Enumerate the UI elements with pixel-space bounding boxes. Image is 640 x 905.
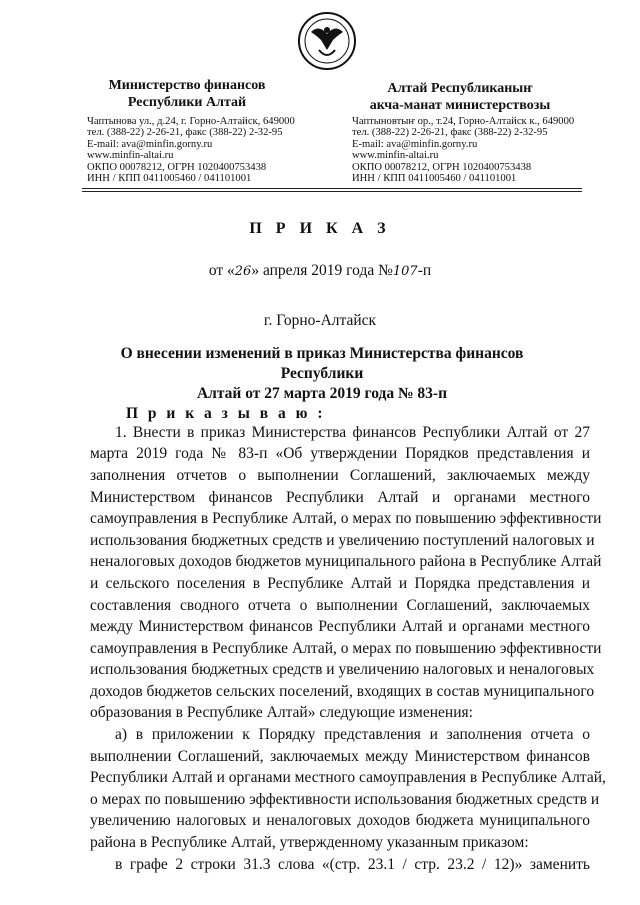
detail-line: ОКПО 00078212, ОГРН 1020400753438 xyxy=(87,161,267,173)
ministry-name-ru xyxy=(72,77,302,111)
body-line: заполнения отчетов о выполнении Соглашений, заключаемых между xyxy=(90,467,590,484)
body-line: Министерством финансов Республики Алтай и органами местного xyxy=(90,489,590,506)
document-title: П Р И К А З xyxy=(249,220,391,237)
body-line: выполнении Соглашений, заключаемых между Министерством финансов xyxy=(90,748,590,765)
body-line: о мерах по повышению эффективности использования бюджетных средств и xyxy=(90,791,600,808)
body-line: 1. Внести в приказ Министерства финансов Республики Алтай от 27 xyxy=(115,424,590,441)
header-divider xyxy=(82,188,582,189)
body-line: Республики Алтай и органами местного самоуправления в Республике Алтай, xyxy=(90,769,606,786)
ministry-name-line: акча-манат министерствозы xyxy=(369,98,551,113)
detail-line: E-mail: ava@minfin.gorny.ru xyxy=(87,138,213,150)
subject-line: Алтай от 27 марта 2019 года № 83-п xyxy=(196,385,448,402)
ministry-details-alt xyxy=(352,116,574,184)
detail-line: Чаптынова ул., д.24, г. Горно-Алтайск, 649000 xyxy=(87,116,295,127)
subject-line: О внесении изменений в приказ Министерства финансов Республики xyxy=(120,345,524,382)
body-line: образования в Республике Алтай» следующие изменения: xyxy=(90,704,473,721)
coat-of-arms-emblem xyxy=(297,10,357,72)
header-divider xyxy=(82,191,582,192)
detail-line: ИНН / КПП 0411005460 / 041101001 xyxy=(87,173,252,185)
date-prefix: от « xyxy=(208,262,235,279)
body-line: а) в приложении к Порядку представления и заполнения отчета о xyxy=(115,726,590,743)
body-line: района в Республике Алтай, утвержденному указанным приказом: xyxy=(90,834,529,851)
ministry-name-line: Алтай Республиканыҥ xyxy=(387,81,533,96)
document-city: г. Горно-Алтайск xyxy=(263,312,377,329)
date-middle: » апреля 2019 года № xyxy=(251,262,393,279)
body-line: в графе 2 строки 31.3 слова «(стр. 23.1 / стр. 23.2 / 12)» заменить xyxy=(115,856,590,873)
detail-line: ИНН / КПП 0411005460 / 041101001 xyxy=(352,173,517,185)
body-line: использования бюджетных средств и увеличению поступлений налоговых и xyxy=(90,532,595,549)
order-number-handwritten: 107 xyxy=(392,264,418,279)
detail-line: тел. (388-22) 2-26-21, факс (388-22) 2-32-95 xyxy=(352,127,548,139)
ministry-name-line: Министерство финансов xyxy=(108,78,266,93)
body-line: доходов бюджетов сельских поселений, входящих в состав муниципального xyxy=(90,683,595,700)
detail-line: тел. (388-22) 2-26-21, факс (388-22) 2-32-95 xyxy=(87,127,283,139)
body-line: увеличению налоговых и неналоговых доходов бюджета муниципального xyxy=(90,812,590,829)
document-subject xyxy=(92,344,552,404)
ministry-name-alt xyxy=(340,80,580,114)
detail-line: www.minfin-altai.ru xyxy=(352,150,439,162)
body-line: самоуправления в Республике Алтай, о мерах по повышению эффективности xyxy=(90,510,602,527)
body-line: использования бюджетных средств и увеличению налоговых и неналоговых xyxy=(90,661,595,678)
date-suffix: -п xyxy=(417,262,432,279)
body-line: составления сводного отчета о выполнении Соглашений, заключаемых xyxy=(90,597,590,614)
body-line: самоуправления в Республике Алтай, о мерах по повышению эффективности xyxy=(90,640,602,657)
document-date-line xyxy=(0,262,640,280)
date-day-handwritten: 26 xyxy=(234,264,252,279)
detail-line: E-mail: ava@minfin.gorny.ru xyxy=(352,138,478,150)
body-line: и сельского поселения в Республике Алтай и Порядка представления и xyxy=(90,575,590,592)
detail-line: www.minfin-altai.ru xyxy=(87,150,174,162)
order-word: П р и к а з ы в а ю : xyxy=(126,405,326,422)
body-line: между Министерством финансов Республики Алтай и органами местного xyxy=(90,618,590,635)
detail-line: ОКПО 00078212, ОГРН 1020400753438 xyxy=(352,161,532,173)
ministry-details-ru xyxy=(87,116,295,184)
ministry-name-line: Республики Алтай xyxy=(127,95,247,110)
detail-line: Чаптыновтыҥ ор., т.24, Горно-Алтайск к., 649000 xyxy=(352,116,575,127)
body-line: марта 2019 года № 83-п «Об утверждении Порядков представления и xyxy=(90,445,590,462)
body-line: неналоговых доходов бюджетов муниципального района в Республике Алтай xyxy=(90,553,602,570)
